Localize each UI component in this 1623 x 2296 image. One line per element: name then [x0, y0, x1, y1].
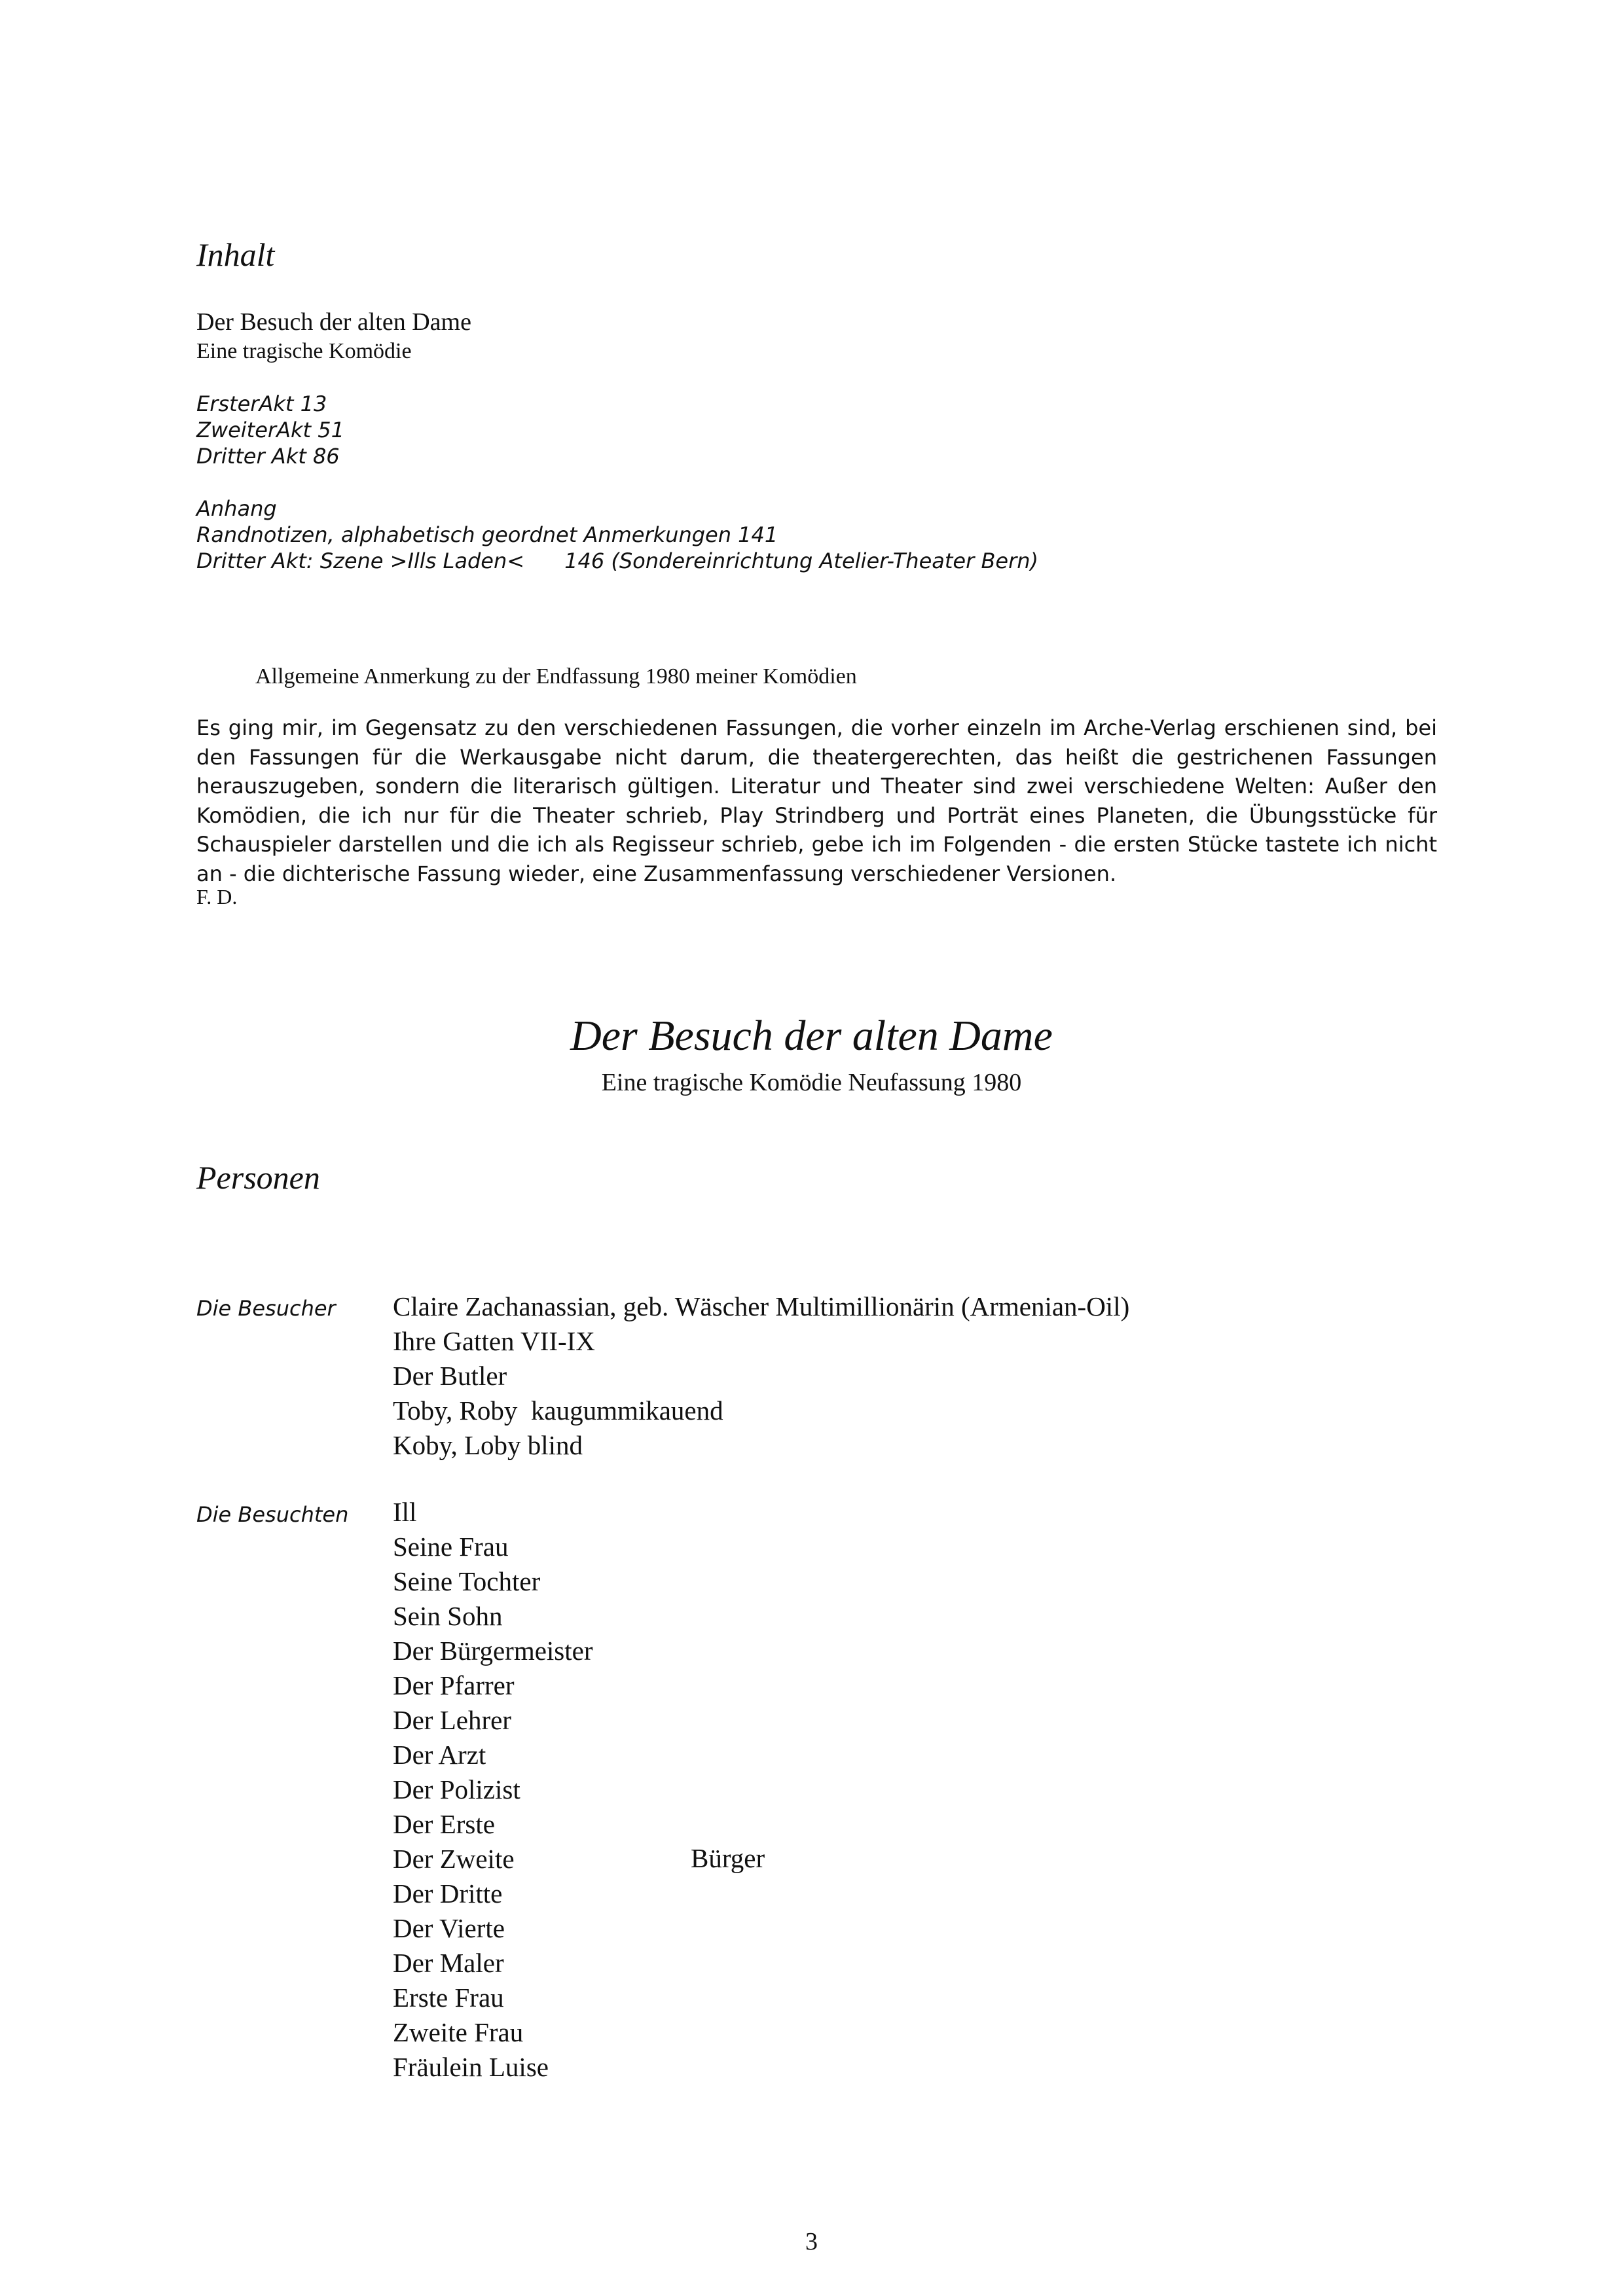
visitor-name: Ihre Gatten VII-IX [393, 1326, 595, 1356]
visitor-name: Claire Zachanassian, geb. Wäscher Multimillionärin (Armenian-Oil) [393, 1291, 1130, 1321]
visitor-name: Koby, Loby blind [393, 1430, 583, 1460]
visitors-label: Die Besucher [196, 1296, 336, 1321]
visited-name: Erste Frau [393, 1982, 504, 2013]
visited-name: Seine Frau [393, 1532, 509, 1562]
visited-name: Der Bürgermeister [393, 1636, 593, 1666]
visited-name: Der Vierte [393, 1913, 505, 1943]
contents-play-title: Der Besuch der alten Dame [196, 308, 471, 336]
note-body: Es ging mir, im Gegensatz zu den verschiedenen Fassungen, die vorher einzeln im Arche-Verlag erschienen sind, bei den Fassungen für die Werkausgabe nicht darum, die theatergerechten, das heißt die gestrichenen Fassungen herauszugeben, sondern die literarisch gültigen. Literatur und Theater sind zwei verschiedene Welten: Außer den Komödien, die ich nur für die Theater schrieb, Play Strindberg und Porträt eines Planeten, die Übungsstücke für Schauspieler darstellen und die ich als Regisseur schrieb, gebe ich im Folgenden - die ersten Stücke tastete ich nicht an - die dichterische Fassung wieder, eine Zusammenfassung verschiedener Versionen. [196, 715, 1437, 886]
visitor-name: Der Butler [393, 1361, 507, 1391]
appendix-line-1: Randnotizen, alphabetisch geordnet Anmerkungen 141 [196, 522, 778, 547]
contents-play-subtitle: Eine tragische Komödie [196, 339, 412, 363]
visited-name: Der Polizist [393, 1774, 520, 1804]
appendix-line-2: Dritter Akt: Szene >Ills Laden< 146 (Sondereinrichtung Atelier-Theater Bern) [196, 548, 1038, 573]
visited-name: Ill [393, 1497, 417, 1527]
visited-name: Der Dritte [393, 1878, 503, 1909]
contents-act-3: Dritter Akt 86 [196, 444, 340, 469]
play-title: Der Besuch der alten Dame [570, 1012, 1053, 1060]
citizens-group-note: Bürger [691, 1843, 765, 1873]
visited-name: Der Pfarrer [393, 1670, 515, 1700]
contents-act-2: ZweiterAkt 51 [196, 418, 344, 442]
visitor-name: Toby, Roby kaugummikauend [393, 1395, 723, 1426]
contents-heading: Inhalt [196, 236, 275, 273]
visited-name: Fräulein Luise [393, 2052, 549, 2082]
visited-label: Die Besuchten [196, 1502, 349, 1527]
contents-act-1: ErsterAkt 13 [196, 391, 327, 416]
visited-name: Zweite Frau [393, 2017, 524, 2047]
note-heading: Allgemeine Anmerkung zu der Endfassung 1980 meiner Komödien [255, 664, 857, 689]
page-number: 3 [805, 2228, 818, 2255]
cast-heading: Personen [196, 1159, 320, 1196]
note-signature: F. D. [196, 885, 238, 908]
appendix-heading: Anhang [196, 496, 277, 521]
visited-name: Der Arzt [393, 1740, 486, 1770]
visited-name: Der Lehrer [393, 1705, 511, 1735]
visited-name: Der Maler [393, 1948, 504, 1978]
visited-name: Seine Tochter [393, 1566, 541, 1596]
play-subtitle: Eine tragische Komödie Neufassung 1980 [601, 1069, 1022, 1096]
visited-name: Sein Sohn [393, 1601, 503, 1631]
visited-name: Der Erste [393, 1809, 495, 1839]
visited-name: Der Zweite [393, 1844, 515, 1874]
